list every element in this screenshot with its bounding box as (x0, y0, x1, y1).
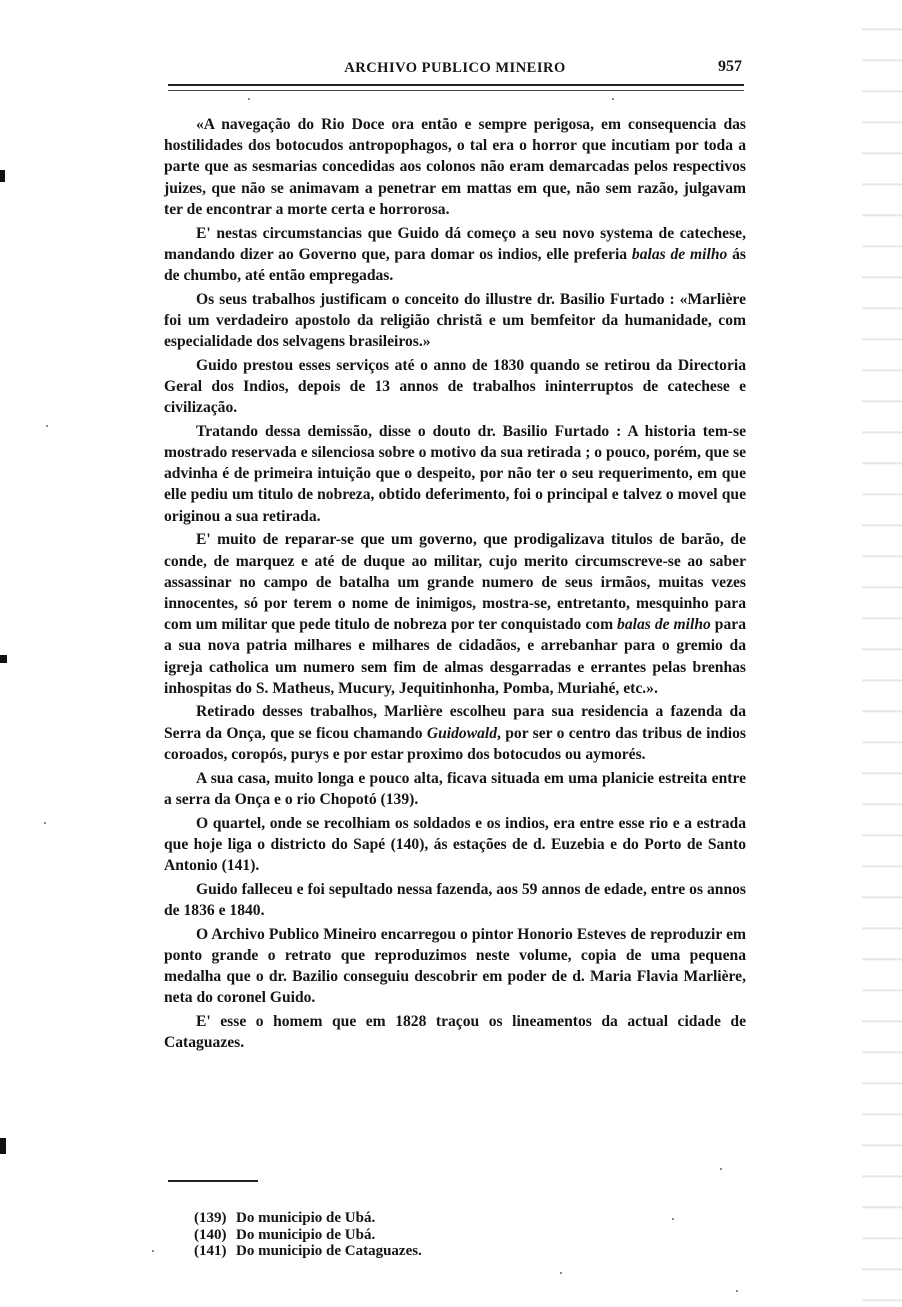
left-margin-mark (0, 655, 7, 663)
scan-speck (152, 1250, 154, 1252)
page-number: 957 (718, 58, 742, 75)
left-margin-mark (0, 1138, 6, 1154)
text-segment: para a sua nova patria milhares e milhares de cidadãos, e arrebanhar para o gremio da igreja catholica um numero sem fim de almas desgarradas e errantes pelas brenhas inhospitas do S. Matheus, Mucury, Jequitinhonha, Pomba, Muriahé, etc.». (164, 616, 746, 697)
body-paragraph (164, 289, 746, 353)
footnotes (194, 1210, 422, 1260)
scan-speck (44, 822, 46, 824)
text-segment: A sua casa, muito longa e pouco alta, ficava situada em uma planicie estreita entre a serra da Onça e o rio Chopotó (139). (164, 769, 746, 808)
body-text (164, 114, 746, 1056)
left-margin-mark (0, 170, 5, 182)
italic-phrase: balas de milho (617, 616, 711, 634)
italic-phrase: Guidowald (426, 724, 498, 742)
text-segment: «A navegação do Rio Doce ora então e sempre perigosa, em consequencia das hostilidades dos botocudos antropophagos, o tal era o horror que incutiam por toda a parte que as sesmarias concedidas aos colonos não eram demarcadas pelos respectivos juizes, que não se animavam a penetrar em mattas em que, não sem razão, julgavam ter de encontrar a morte certa e horrorosa. (164, 116, 746, 218)
body-paragraph (164, 223, 746, 287)
text-segment: O Archivo Publico Mineiro encarregou o pintor Honorio Esteves de reproduzir em ponto grande o retrato que reproduzimos neste volume, copia de uma pequena medalha que o dr. Bazilio conseguiu descobrir em poder de d. Maria Flavia Marlière, neta do coronel Guido. (164, 925, 746, 1007)
footnote (194, 1227, 422, 1244)
body-paragraph (164, 1011, 746, 1053)
body-paragraph (164, 529, 746, 699)
body-paragraph (164, 421, 746, 527)
text-segment: E' muito de reparar-se que um governo, que prodigalizava titulos de barão, de conde, de marquez e até de duque ao militar, cujo merito circumscreve-se ao saber assassinar no campo de batalha um grande numero de seus irmãos, muitas vezes innocentes, só por terem o nome de inimigos, mostra-se, entretanto, mesquinho para com um militar que pede titulo de nobreza por ter conquistado com (164, 531, 746, 634)
body-paragraph (164, 355, 746, 419)
body-paragraph (164, 768, 746, 810)
scan-speck (248, 98, 250, 100)
body-paragraph (164, 114, 746, 220)
body-paragraph (164, 879, 746, 921)
footnote-text: Do municipio de Ubá. (236, 1226, 376, 1243)
scan-speck (736, 1290, 738, 1292)
footnote-text: Do municipio de Ubá. (236, 1210, 376, 1226)
scan-speck (720, 1168, 722, 1170)
footnote-number: (139) (194, 1210, 227, 1226)
footnote (194, 1243, 422, 1260)
scan-speck (672, 1218, 674, 1220)
running-head (160, 60, 750, 80)
scan-speck (612, 98, 614, 100)
header-rule (168, 84, 744, 91)
scan-speck (46, 425, 48, 427)
italic-phrase: balas de milho (631, 245, 728, 263)
footnote-text: Do municipio de Cataguazes. (236, 1243, 422, 1259)
scan-edge-noise (862, 0, 902, 1307)
footnote-rule (168, 1180, 258, 1182)
body-paragraph (164, 701, 746, 765)
footnote-number: (141) (194, 1243, 227, 1259)
text-segment: ás de chumbo, até então empregadas. (164, 245, 746, 284)
text-segment: O quartel, onde se recolhiam os soldados e os indios, era entre esse rio e a estrada que hoje liga o districto do Sapé (140), ás estações de d. Euzebia e do Porto de Santo Antonio (141). (164, 814, 746, 874)
text-segment: , por ser o centro das tribus de indios coroados, coropós, purys e por estar proximo dos botocudos ou aymorés. (164, 724, 746, 763)
scan-speck (560, 1272, 562, 1274)
footnote (194, 1210, 422, 1227)
text-segment: E' esse o homem que em 1828 traçou os lineamentos da actual cidade de Cataguazes. (164, 1012, 746, 1052)
running-title: ARCHIVO PUBLICO MINEIRO (344, 60, 566, 76)
footnote-number: (140) (194, 1226, 227, 1243)
text-segment: Tratando dessa demissão, disse o douto dr. Basilio Furtado : A historia tem-se mostrado reservada e silenciosa sobre o motivo da sua retirada ; o pouco, porém, que se advinha é de primeira intuição que o despeito, por não ter o seu requerimento, em que elle pediu um titulo de nobreza, obtido deferimento, foi o principal e talvez o movel que originou a sua retirada. (164, 422, 746, 525)
body-paragraph (164, 924, 746, 1009)
body-paragraph (164, 813, 746, 877)
text-segment: Os seus trabalhos justificam o conceito do illustre dr. Basilio Furtado : «Marlière foi um verdadeiro apostolo da religião christã e um bemfeitor da humanidade, com especialidade dos selvagens brasileiros.» (164, 290, 746, 351)
text-segment: Guido prestou esses serviços até o anno de 1830 quando se retirou da Directoria Geral dos Indios, depois de 13 annos de trabalhos ininterruptos de catechese e civilização. (164, 356, 746, 417)
text-segment: Guido falleceu e foi sepultado nessa fazenda, aos 59 annos de edade, entre os annos de 1836 e 1840. (164, 880, 746, 919)
text-segment: Retirado desses trabalhos, Marlière escolheu para sua residencia a fazenda da Serra da Onça, que se ficou chamando (164, 703, 746, 742)
text-segment: E' nestas circumstancias que Guido dá começo a seu novo systema de catechese, mandando dizer ao Governo que, para domar os indios, elle preferia (164, 224, 746, 263)
